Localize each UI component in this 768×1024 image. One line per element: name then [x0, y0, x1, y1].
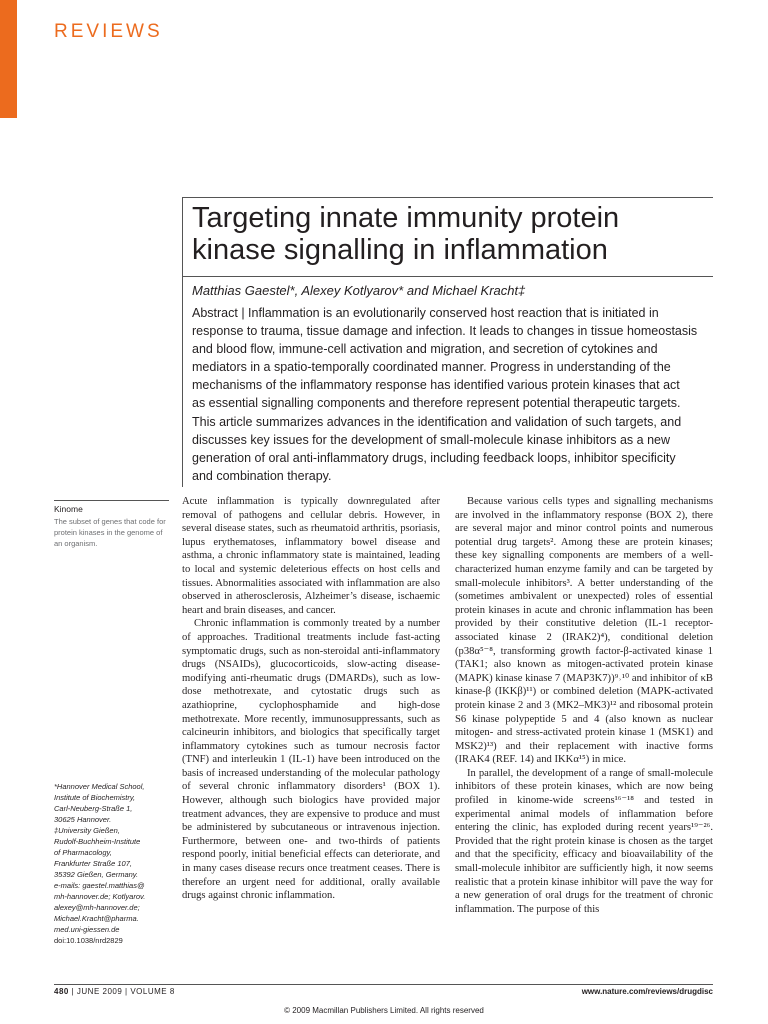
abstract-line: response to trauma, tissue damage and infection. It leads to changes in tissue homeostasis	[192, 324, 698, 339]
affiliations	[54, 781, 172, 946]
affiliation-line: ‡University Gießen,	[54, 826, 120, 835]
title-left-rule	[182, 197, 183, 487]
affiliation-line: of Pharmacology,	[54, 848, 112, 857]
author-list: Matthias Gaestel*, Alexey Kotlyarov* and Michael Kracht‡	[192, 283, 526, 298]
page-number: 480	[54, 987, 69, 996]
affiliation-email-line[interactable]: mh-hannover.de; Kotlyarov.	[54, 892, 146, 901]
footer-issue-info	[54, 987, 175, 996]
body-paragraph: Because various cells types and signalling mechanisms are involved in the inflammatory response (BOX 2), there are several major and minor control points and numerous potential drug targets². Among these are protein kinases; these key signalling components are members of a well-characterized human enzyme family and can be targeted by small-molecule inhibitors³. A better understanding of the (sometimes ambivalent or unexpected) roles of essential protein kinases in acute and chronic inflammation has been provided by their constitutive deletion (IL-1 receptor-associated kinase 2 (IRAK2)⁴), conditional deletion (p38α⁵⁻⁸, transforming growth factor-β-activated kinase 1 (TAK1; also known as mitogen-activated protein kinase (MAPK) kinase kinase 7 (MAP3K7))⁹˒¹⁰ and inhibitor of κB kinase-β (IKKβ)¹¹) or combined deletion (MAPK-activated protein kinase 2 and 3 (MK2–MK3)¹² and ribosomal protein S6 kinase polypeptide 5 and 4 (also known as nuclear mitogen- and stress-activated protein kinase 1 (MSK1) and MSK2)¹³) and their replacement with inactive forms (IRAK4 (REF. 14) and IKKα¹⁵) in mice.	[455, 496, 713, 766]
journal-url[interactable]: www.nature.com/reviews/drugdisc	[581, 987, 713, 996]
body-paragraph: Acute inflammation is typically downregulated after removal of pathogens and cellular debris. However, in several disease states, such as rheumatoid arthritis, psoriasis, lupus erythematoses, inflammatory bowel disease and asthma, a chronic inflammatory state is maintained, leading to local and systemic deleterious effects on host cells and tissues. Abnormalities associated with inflammation are also observed in atherosclerosis, Alzheimer’s disease, ischaemic heart and brain diseases, and cancer.	[182, 496, 440, 616]
affiliation-line: 35392 Gießen, Germany.	[54, 870, 139, 879]
doi[interactable]: doi:10.1038/nrd2829	[54, 936, 123, 945]
body-column-2	[455, 495, 713, 916]
abstract-line: and blood flow, immune-cell activation and migration, and secretion of cytokines and	[192, 342, 658, 357]
abstract-line: discusses key issues for the development of small-molecule kinase inhibitors as a new	[192, 432, 671, 447]
abstract-line: mediators in a spatio-temporally coordinated manner. Progress in understanding of the	[192, 360, 671, 375]
affiliation-line: Rudolf-Buchheim-Institute	[54, 837, 141, 846]
affiliation-line: Carl-Neuberg-Straße 1,	[54, 804, 133, 813]
body-paragraph: Chronic inflammation is commonly treated by a number of approaches. Traditional treatments include fast-acting symptomatic drugs, such as non-steroidal anti-inflammatory drugs (NSAIDs), glucocorticoids, slow-acting disease-modifying anti-rheumatic drugs (DMARDs), such as low-dose methotrexate, and cytostatic drugs such as azathioprine, cyclophosphamide and high-dose methotrexate. More recently, immunosuppressants, such as calcineurin inhibitors, and biologics that specifically target inflammatory cytokines such as tumour necrosis factor (TNF) and interleukin 1 (IL-1) have been introduced on the basis of increased understanding of the molecular pathology of several chronic inflammatory disorders¹ (BOX 1). However, although such biologics have provided major treatment advances, they are expensive to produce and must be administered by subcutaneous or intravenous injection. Furthermore, between one- and two-thirds of patients respond poorly, initial beneficial effects can deteriorate, and in many cases disease recurs once treatment ceases. There is therefore an urgent need for additional, orally available drugs against chronic inflammation.	[182, 618, 440, 902]
section-accent-bar	[0, 0, 17, 118]
affiliation-line: Frankfurter Straße 107,	[54, 859, 132, 868]
copyright: © 2009 Macmillan Publishers Limited. All rights reserved	[284, 1006, 484, 1015]
article-title-line: kinase signalling in inflammation	[192, 234, 608, 266]
abstract-line: as essential signalling components and therefore represent potential therapeutic targets.	[192, 396, 681, 411]
affiliation-email-line[interactable]: alexey@mh-hannover.de;	[54, 903, 140, 912]
section-label: REVIEWS	[54, 21, 163, 42]
title-top-rule	[182, 197, 713, 198]
affiliation-email-line[interactable]: Michael.Kracht@pharma.	[54, 914, 139, 923]
abstract-line: and combination therapy.	[192, 468, 332, 483]
body-paragraph: In parallel, the development of a range of small-molecule inhibitors of these protein kinases, which are now being profiled in kinome-wide screens¹⁶⁻¹⁸ and tested in experimental animal models of inflammation before entering the clinic, has exploded during recent years¹⁹⁻²⁶. Provided that the right protein kinase is chosen as the target and that the specificity, efficacy and bioavailability of the small-molecule inhibitor are sufficiently high, it now seems realistic that a protein kinase inhibitor will pave the way for a new generation of oral drugs for the treatment of chronic inflammation. The purpose of this	[455, 767, 713, 915]
abstract	[192, 304, 712, 485]
authors-rule	[182, 276, 713, 277]
affiliation-email-line[interactable]: med.uni-giessen.de	[54, 925, 120, 934]
glossary-rule	[54, 500, 169, 501]
article-title	[192, 202, 712, 266]
glossary-sidebar	[54, 500, 169, 549]
abstract-line: This article summarizes advances in the identification and validation of such targets, and	[192, 414, 682, 429]
abstract-line: mechanisms of the inflammatory response has identified various protein kinases that act	[192, 378, 680, 393]
affiliation-line: 30625 Hannover.	[54, 815, 112, 824]
affiliation-line: *Hannover Medical School,	[54, 782, 145, 791]
footer-rule	[54, 984, 713, 985]
body-column-1	[182, 495, 440, 903]
abstract-line: Abstract | Inflammation is an evolutionarily conserved host reaction that is initiated in	[192, 306, 659, 320]
issue-info: | JUNE 2009 | VOLUME 8	[71, 987, 175, 996]
glossary-term: Kinome	[54, 504, 83, 514]
glossary-definition: The subset of genes that code for protein kinases in the genome of an organism.	[54, 517, 166, 548]
abstract-line: generation of oral anti-inflammatory drugs, including feedback loops, inhibitor specificity	[192, 450, 676, 465]
article-title-line: Targeting innate immunity protein	[192, 202, 620, 234]
affiliation-line: Institute of Biochemistry,	[54, 793, 136, 802]
affiliation-email-line[interactable]: e-mails: gaestel.matthias@	[54, 881, 145, 890]
